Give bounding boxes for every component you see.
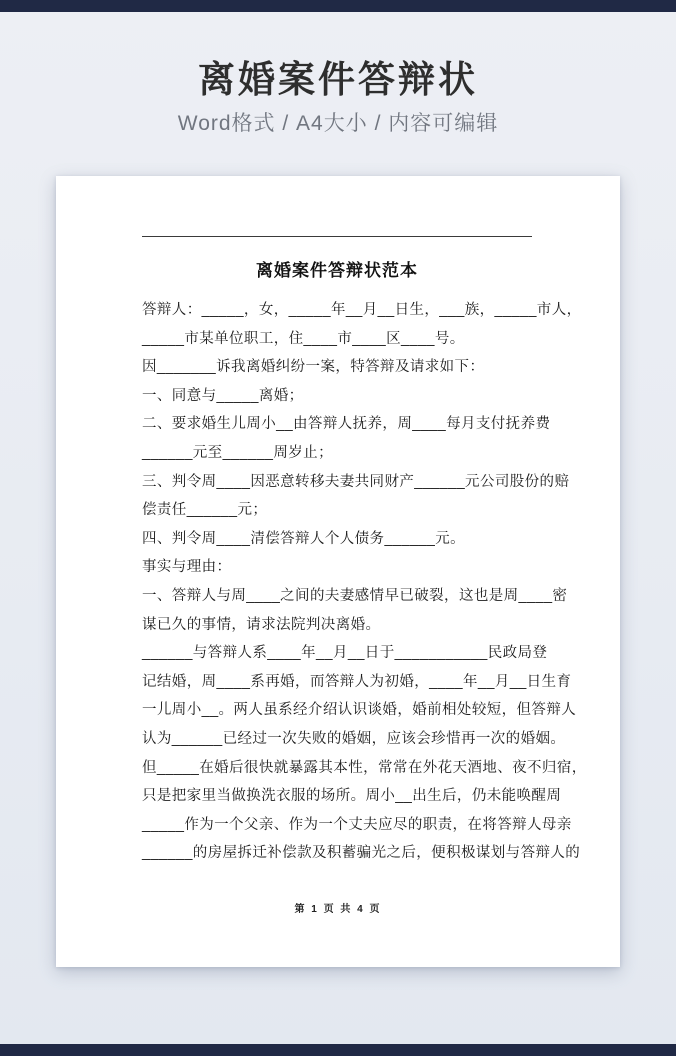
doc-line: 但_____在婚后很快就暴露其本性，常常在外花天酒地、夜不归宿， xyxy=(142,759,587,776)
doc-line: 只是把家里当做换洗衣服的场所。周小__出生后，仍未能唤醒周 xyxy=(142,788,562,805)
doc-line: 四、判令周____清偿答辩人个人债务______元。 xyxy=(142,530,466,547)
doc-line: 偿责任______元； xyxy=(142,502,268,519)
page-number-footer: 第 1 页 共 4 页 xyxy=(294,904,382,915)
doc-line: _____市某单位职工，住____市____区____号。 xyxy=(142,330,465,347)
bottom-frame-bar xyxy=(0,1044,676,1056)
page-subtitle: Word格式 / A4大小 / 内容可编辑 xyxy=(177,112,499,135)
doc-line: 一儿周小__。两人虽系经介绍认识谈婚，婚前相处较短，但答辩人 xyxy=(142,702,577,719)
doc-line: 事实与理由： xyxy=(142,559,232,576)
document-top-rule xyxy=(142,236,532,237)
doc-line: _____作为一个父亲、作为一个丈夫应尽的职责，在将答辩人母亲 xyxy=(142,816,572,833)
doc-line: 认为______已经过一次失败的婚姻，应该会珍惜再一次的婚姻。 xyxy=(142,730,566,747)
document-body xyxy=(142,296,587,868)
doc-line: 谋已久的事情，请求法院判决离婚。 xyxy=(142,616,381,633)
doc-line: 三、判令周____因恶意转移夫妻共同财产______元公司股份的赔 xyxy=(142,473,570,490)
doc-line: 二、要求婚生儿周小__由答辩人抚养，周____每月支付抚养费 xyxy=(142,416,551,433)
doc-line: 一、答辩人与周____之间的夫妻感情早已破裂，这也是周____密 xyxy=(142,587,568,604)
doc-line: 记结婚，周____系再婚，而答辩人为初婚，____年__月__日生育 xyxy=(142,673,572,690)
document-title: 离婚案件答辩状范本 xyxy=(256,261,418,280)
doc-line: ______的房屋拆迁补偿款及积蓄骗光之后，便积极谋划与答辩人的 xyxy=(142,845,581,862)
doc-line: ______元至______周岁止； xyxy=(142,444,333,461)
page-title: 离婚案件答辩状 xyxy=(198,59,478,100)
doc-line: 因_______诉我离婚纠纷一案，特答辩及请求如下： xyxy=(142,359,485,376)
doc-line: ______与答辩人系____年__月__日于___________民政局登 xyxy=(142,645,548,662)
top-frame-bar xyxy=(0,0,676,12)
doc-line: 一、同意与_____离婚； xyxy=(142,387,304,404)
header xyxy=(0,0,676,137)
document-preview-page xyxy=(56,176,620,967)
doc-line: 答辩人：_____，女，_____年__月__日生，___族，_____市人， xyxy=(142,302,582,318)
